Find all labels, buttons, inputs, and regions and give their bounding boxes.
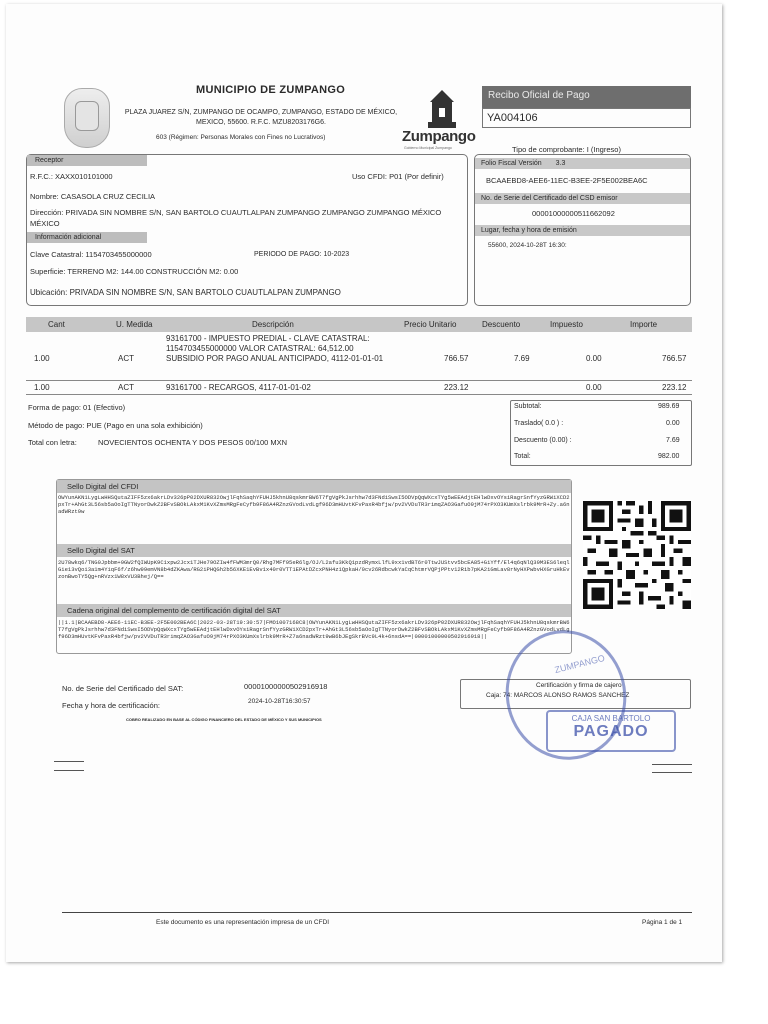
subtotal-value: 989.69	[658, 403, 680, 410]
cashier-title: Certificación y firma de cajero	[536, 682, 622, 689]
logo-subtext: Gobierno Municipal Zumpango	[404, 146, 452, 150]
cfdi-seal-label: Sello Digital del CFDI	[57, 480, 571, 493]
cashier-name: Caja: 74: MARCOS ALONSO RAMOS SANCHEZ	[486, 692, 630, 699]
row-unit: ACT	[118, 383, 134, 392]
right-divider	[652, 772, 692, 773]
document-page	[6, 4, 722, 962]
discount-label: Descuento (0.00) :	[514, 437, 572, 444]
sat-seal: 2U78wkq6/TNG0Jpbbm+9GW2fQIWUpK9C1xpw2Jcx1TJHe79OZIw4fFWM3mrQ0/Rhg7MFf95eR6lg/OJ/L2afu3KkQ1pzdRymxLlfL9xx1vdBT6r0TtwJUStvv5bcEA85+GiYff/El4q6qNlQ39M3ES6leqlGie13vQoi3a1m4YiqF6f/z6hw99emVN8b4dZKAwa/RG2iPHQGh2b56XKE1EvBv1x40r0VTT1EPAtDZcxPNH4z1QpkaH/0cv26RdbcwkYaCqChtmrVQPjPPtv12Rib7pKA2iGmLav8rNyHXPwbvHXGruHkEvzonBwoTY5Qg+nRVzx1W8xVU3Bhej/Q==	[58, 559, 570, 580]
fiscal-version: 3.3	[555, 160, 566, 167]
items-table	[26, 317, 692, 395]
stamp-top-text: ZUMPANGO	[553, 652, 606, 676]
paid-stamp	[546, 710, 676, 752]
header-tax: Impuesto	[550, 320, 583, 329]
subtotal-label: Subtotal:	[514, 403, 542, 410]
qr-code-icon	[583, 500, 691, 610]
receptor-name: Nombre: CASASOLA CRUZ CECILIA	[30, 192, 156, 201]
stamp-paid: PAGADO	[573, 723, 649, 740]
cadastral-key: Clave Catastral: 1154703455000000	[30, 250, 152, 259]
payment-period: PERIODO DE PAGO: 10-2023	[254, 251, 350, 258]
original-chain-label: Cadena original del complemento de certificación digital del SAT	[57, 604, 571, 617]
municipality-address: PLAZA JUAREZ S/N, ZUMPANGO DE OCAMPO, ZUMPANGO, ESTADO DE MÉXICO, MEXICO, 55600. R.F.C. MZU8203176G6.	[124, 109, 398, 126]
total-in-words: NOVECIENTOS OCHENTA Y DOS PESOS 00/100 MXN	[98, 438, 288, 447]
stamp-office: CAJA SAN BARTOLO	[571, 714, 651, 723]
row-discount: 7.69	[514, 354, 530, 363]
issue-place-label: Lugar, fecha y hora de emisión	[475, 225, 690, 236]
property-location: Ubicación: PRIVADA SIN NOMBRE S/N, SAN BARTOLO CUAUTLALPAN ZUMPANGO	[30, 288, 341, 297]
header-unit-price: Precio Unitario	[404, 320, 457, 329]
receipt-folio: YA004106	[482, 108, 691, 128]
left-divider	[54, 761, 84, 762]
row-cant: 1.00	[34, 383, 50, 392]
certification-date: 2024-10-28T16:30:57	[248, 698, 311, 705]
row-amount: 766.57	[662, 354, 687, 363]
transfer-value: 0.00	[666, 420, 680, 427]
csd-serial: 00001000000511662092	[532, 209, 615, 218]
issue-place-date: 55600, 2024-10-28T 16:30:	[488, 242, 567, 249]
table-row	[26, 332, 692, 381]
page-number: Página 1 de 1	[642, 919, 683, 926]
row-unit: ACT	[118, 354, 134, 363]
left-divider	[54, 770, 84, 771]
total-in-words-label: Total con letra:	[28, 438, 77, 447]
fiscal-folio-row	[475, 158, 690, 169]
municipality-name: MUNICIPIO DE ZUMPANGO	[196, 84, 346, 96]
cfdi-seal: OWYunAKN1LygLwHHSQutaZIFF5zx6akrLDv326pP02DXUR832OwjlFqhSaqhYFUHJ5khnU8qskmrBW6T7fgVgPkJsrhhw7d3FNdiSwsI5ODVpQqWXcxTYg5wEEAdjtEHlwDxvOYsiRagrSnfYyzGRWiXCD2pxTr+AhGt3L56sb5aOoIgTTNyorDwkZ2BFvSBOkLAkxM1KvXZmsMRgFeCyfb9F86A4RZnzGVodLvdLgf96D3mHUvtKFvPaxR4bfjw/pv2VVDuTR3rimqZAO3GafuO9jM74rPXO3KUmXslrbk9MrR+Zy.a6nadWRzt9w	[58, 494, 570, 515]
right-divider	[652, 764, 692, 765]
header-discount: Descuento	[482, 320, 521, 329]
additional-info-tab: Información adicional	[27, 232, 147, 243]
transfer-label: Traslado( 0.0 ) :	[514, 420, 564, 427]
row-description: 93161700 - IMPUESTO PREDIAL - CLAVE CATASTRAL: 1154703455000000 VALOR CATASTRAL: 64,512.00 SUBSIDIO POR PAGO ANUAL ANTICIPADO, 4112-01-01-01	[166, 334, 384, 363]
receptor-tab: Receptor	[27, 155, 147, 166]
discount-value: 7.69	[666, 437, 680, 444]
row-unit-price: 766.57	[444, 354, 469, 363]
sat-seal-label: Sello Digital del SAT	[57, 544, 571, 557]
footer-note: Este documento es una representación impresa de un CFDI	[156, 919, 330, 926]
certification-date-label: Fecha y hora de certificación:	[62, 701, 160, 710]
items-header	[26, 317, 692, 332]
row-tax: 0.00	[586, 383, 602, 392]
header-description: Descripción	[252, 320, 294, 329]
receptor-rfc: R.F.C.: XAXX010101000	[30, 172, 113, 181]
sat-cert-serial-label: No. de Serie del Certificado del SAT:	[62, 684, 184, 693]
row-unit-price: 223.12	[444, 383, 469, 392]
land-surface: Superficie: TERRENO M2: 144.00 CONSTRUCCIÓN M2: 0.00	[30, 267, 239, 276]
payment-method: Método de pago: PUE (Pago en una sola exhibición)	[28, 421, 203, 430]
row-description: 93161700 - RECARGOS, 4117-01-01-02	[166, 383, 311, 392]
csd-serial-label: No. de Serie del Certificado del CSD emisor	[475, 193, 690, 204]
receptor-uso-cfdi: Uso CFDI: P01 (Por definir)	[352, 172, 444, 181]
total-label: Total:	[514, 453, 531, 460]
original-chain: ||1.1|BCAAEBD8-AEE6-11EC-B3EE-2F5E002BEA6C|2022-03-28T19:30:57|FMO1007168C8|OWYunAKN1LygLwHHSQutaZIFF5zx6akrLDv326pP02DXUR832OwjlFqhSaqhYFUHJ5khnU8qskmrBW6T7fgVgPkJsrhhw7d3FNdiSwsI5ODVpQqWXcxTYg5wEEAdjtEHlwDxvOYsiRagrSnfYyzGRWiXCD2pxTr+AhGt3L56sb5aOoIgTTNyorDwkZ2BFvSBOkLAkxM1KvXZmsMRgFeCyfb9F86A4RZnzGVodLvdLgf96D3mHUvtKFvPaxR4bfjw/pv2VVDuTR3rimqZAO3GafuO9jM74rPXO3KUmXslrbk9MrR+Z7a6nadWRzt9wB6bJEgSkrBVc9L4k+6nsdA==|00001000000502916918||	[58, 619, 570, 640]
receipt-title: Recibo Oficial de Pago	[482, 86, 691, 108]
legal-basis-note: COBRO REALIZADO EN BASE AL CÓDIGO FINANCIERO DEL ESTADO DE MÉXICO Y SUS MUNICIPIOS	[126, 717, 322, 722]
coat-of-arms-icon	[64, 88, 110, 148]
footer-rule	[62, 912, 692, 913]
header-cant: Cant	[48, 320, 65, 329]
table-row	[26, 381, 692, 395]
fiscal-folio-label: Folio Fiscal Versión	[481, 160, 542, 167]
header-amount: Importe	[630, 320, 658, 329]
sat-cert-serial: 00001000000502916918	[244, 682, 328, 691]
fiscal-uuid: BCAAEBD8-AEE6-11EC-B3EE-2F5E002BEA6C	[486, 176, 648, 185]
row-cant: 1.00	[34, 354, 50, 363]
receptor-address: Dirección: PRIVADA SIN NOMBRE S/N, SAN BARTOLO CUAUTLALPAN ZUMPANGO ZUMPANGO ZUMPANGO MÉXICO MÉXICO	[30, 208, 442, 228]
row-tax: 0.00	[586, 354, 602, 363]
header-unit: U. Medida	[116, 320, 153, 329]
tax-regime: 603 (Régimen: Personas Morales con Fines no Lucrativos)	[156, 134, 326, 141]
logo-wordmark: Zumpango	[402, 128, 476, 145]
row-amount: 223.12	[662, 383, 687, 392]
total-value: 982.00	[658, 453, 680, 460]
receipt-type: Tipo de comprobante: I (Ingreso)	[512, 145, 621, 154]
payment-form: Forma de pago: 01 (Efectivo)	[28, 403, 126, 412]
